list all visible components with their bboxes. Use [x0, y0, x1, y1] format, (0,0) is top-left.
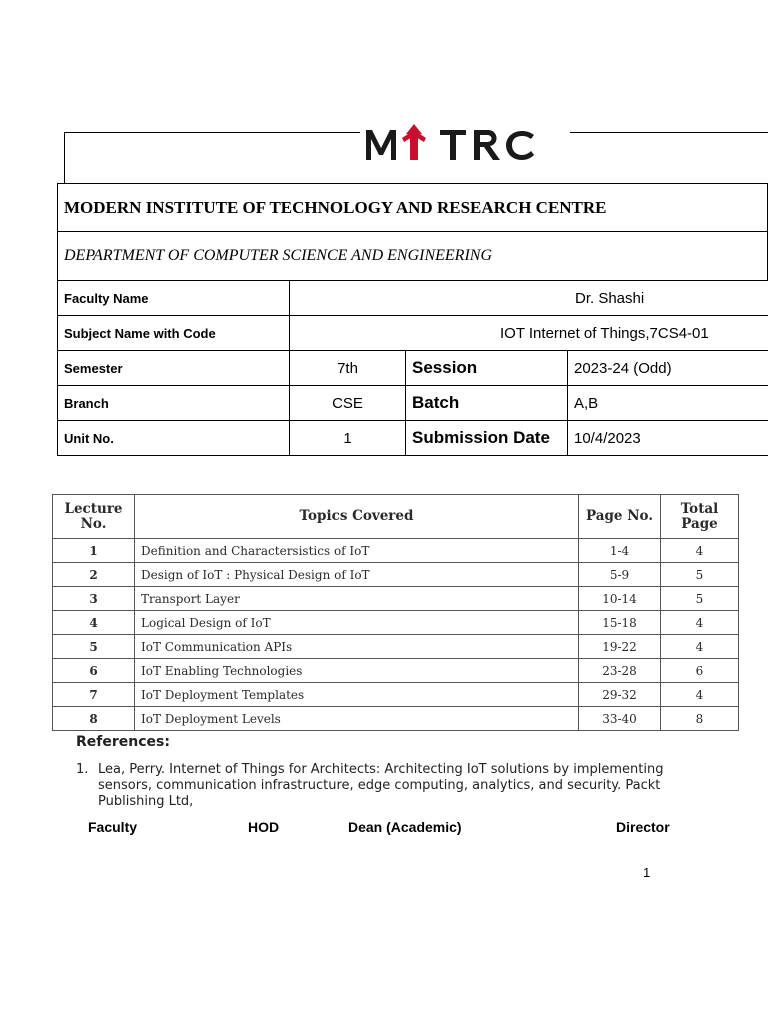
institute-header-table: [57, 183, 768, 281]
dean-signature-label: Dean (Academic): [348, 819, 462, 835]
topics-table: [52, 494, 739, 731]
topic: IoT Deployment Levels: [135, 707, 579, 731]
total-pages: 4: [661, 635, 739, 659]
total-pages: 4: [661, 539, 739, 563]
lecture-no: 7: [53, 683, 135, 707]
lecture-no: 1: [53, 539, 135, 563]
total-pages: 4: [661, 611, 739, 635]
topic: IoT Communication APIs: [135, 635, 579, 659]
table-row: [53, 563, 739, 587]
topic: IoT Deployment Templates: [135, 683, 579, 707]
page-range: 29-32: [579, 683, 661, 707]
semester-value: 7th: [290, 351, 406, 386]
lecture-no-header: Lecture No.: [53, 495, 135, 539]
unit-label: Unit No.: [58, 421, 290, 456]
submission-date-label: Submission Date: [406, 421, 568, 456]
total-pages: 8: [661, 707, 739, 731]
table-row: [53, 635, 739, 659]
institute-name: MODERN INSTITUTE OF TECHNOLOGY AND RESEARCH CENTRE: [58, 184, 768, 232]
session-value: 2023-24 (Odd): [568, 351, 768, 386]
reference-text: Lea, Perry. Internet of Things for Architects: Architecting IoT solutions by implementing sensors, communication infrastructure, edge computing, analytics, and security. Packt Publishing Ltd,: [98, 762, 664, 809]
page-range: 10-14: [579, 587, 661, 611]
table-row: [53, 659, 739, 683]
hod-signature-label: HOD: [248, 819, 280, 835]
total-page-header: Total Page: [661, 495, 739, 539]
lecture-no: 2: [53, 563, 135, 587]
topic: Logical Design of IoT: [135, 611, 579, 635]
page-range: 23-28: [579, 659, 661, 683]
table-row: [53, 683, 739, 707]
table-row: [53, 611, 739, 635]
faculty-signature-label: Faculty: [88, 819, 138, 835]
topic: IoT Enabling Technologies: [135, 659, 579, 683]
total-pages: 4: [661, 683, 739, 707]
total-pages: 5: [661, 587, 739, 611]
table-row: [53, 587, 739, 611]
faculty-name-label: Faculty Name: [58, 281, 290, 316]
table-row: [53, 707, 739, 731]
page-number: 1: [643, 865, 651, 880]
page-range: 1-4: [579, 539, 661, 563]
submission-date-value: 10/4/2023: [568, 421, 768, 456]
unit-value: 1: [290, 421, 406, 456]
reference-number: 1.: [76, 762, 89, 777]
page-range: 19-22: [579, 635, 661, 659]
batch-value: A,B: [568, 386, 768, 421]
branch-label: Branch: [58, 386, 290, 421]
mitrc-logo-icon: [364, 120, 574, 168]
faculty-name-value: Dr. Shashi: [290, 281, 768, 316]
lecture-no: 4: [53, 611, 135, 635]
references-heading: References:: [76, 734, 170, 750]
page-no-header: Page No.: [579, 495, 661, 539]
total-pages: 5: [661, 563, 739, 587]
topic: Transport Layer: [135, 587, 579, 611]
institute-logo: [364, 120, 574, 168]
session-label: Session: [406, 351, 568, 386]
lecture-no: 6: [53, 659, 135, 683]
topic: Definition and Charactersistics of IoT: [135, 539, 579, 563]
department-name: DEPARTMENT OF COMPUTER SCIENCE AND ENGINEERING: [58, 232, 768, 281]
table-row: [53, 539, 739, 563]
subject-value: IOT Internet of Things,7CS4-01: [290, 316, 768, 351]
lecture-no: 3: [53, 587, 135, 611]
course-info-table: [57, 280, 768, 456]
total-pages: 6: [661, 659, 739, 683]
batch-label: Batch: [406, 386, 568, 421]
page-range: 33-40: [579, 707, 661, 731]
page-range: 5-9: [579, 563, 661, 587]
lecture-no: 8: [53, 707, 135, 731]
semester-label: Semester: [58, 351, 290, 386]
subject-label: Subject Name with Code: [58, 316, 290, 351]
page-range: 15-18: [579, 611, 661, 635]
lecture-no: 5: [53, 635, 135, 659]
topic: Design of IoT : Physical Design of IoT: [135, 563, 579, 587]
branch-value: CSE: [290, 386, 406, 421]
topics-covered-header: Topics Covered: [135, 495, 579, 539]
director-signature-label: Director: [616, 819, 670, 835]
